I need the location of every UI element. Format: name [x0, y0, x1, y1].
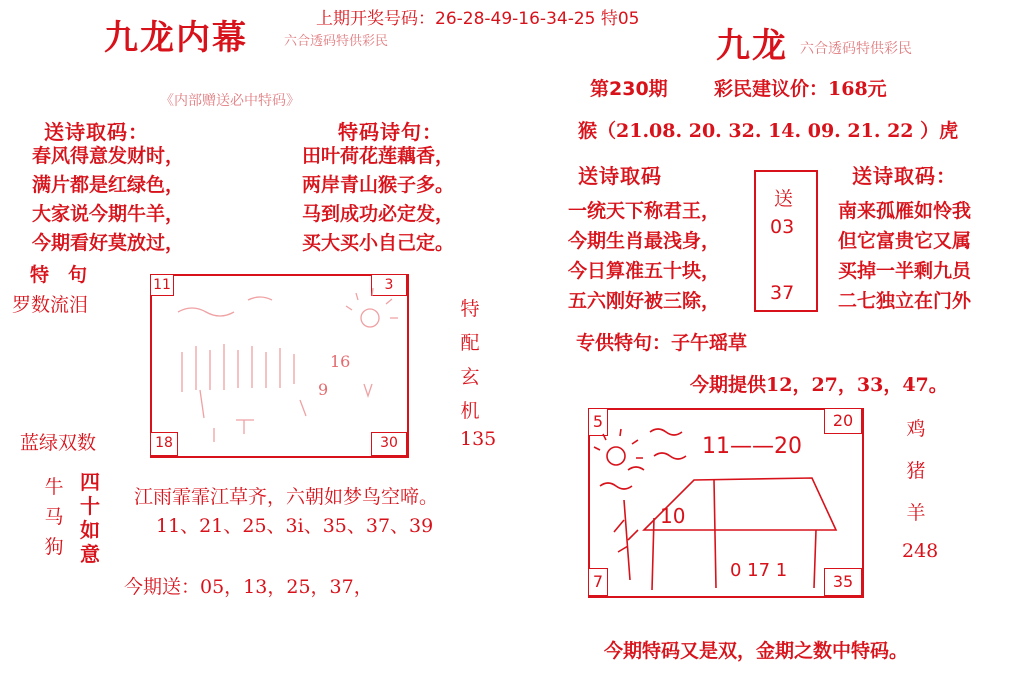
- right-side-animals: [904, 408, 928, 534]
- left-side-number: 135: [460, 428, 497, 450]
- side-char: 配: [460, 332, 480, 354]
- left-sketch-num-a: 16: [330, 352, 351, 371]
- lan-lv-label: 蓝绿双数: [20, 432, 97, 454]
- left-side-vertical: [458, 292, 482, 428]
- right-corner-br: 35: [824, 568, 862, 596]
- poem-line: 二七独立在门外: [838, 290, 972, 312]
- poem-line: 田叶荷花莲藕香，: [302, 145, 455, 167]
- left-banner: 《内部赠送必中特码》: [160, 93, 300, 109]
- right-poem2-heading: 送诗取码：: [852, 164, 957, 188]
- poem-line: 但它富贵它又属: [838, 230, 972, 252]
- left-numbers-line: 11、21、25、3i、35、37、39: [156, 515, 434, 537]
- issue-number: 第230期: [590, 78, 668, 100]
- poem-line: 今期生肖最浅身，: [568, 230, 721, 252]
- right-poem1: [568, 196, 720, 316]
- right-corner-tr: 20: [824, 408, 862, 434]
- left-poem2: [302, 142, 454, 258]
- right-sketch-bottom: 0 17 1: [730, 560, 788, 581]
- provide-numbers: 今期提供12，27，33，47。: [690, 374, 948, 396]
- right-subtitle: 六合透码特供彩民: [800, 41, 912, 57]
- poem-line: 买掉一半剩九员: [838, 260, 972, 282]
- left-corner-br: 30: [371, 432, 407, 456]
- poem-line: 五六刚好被三除，: [568, 290, 721, 312]
- poem-line: 今日算准五十块，: [568, 260, 721, 282]
- side-char: 特: [460, 298, 480, 320]
- poem-line: 春风得意发财时，: [32, 145, 185, 167]
- luo-shu-label: 罗数流泪: [12, 294, 89, 316]
- animal-char: 马: [44, 506, 64, 528]
- poem-line: 一统天下称君王，: [568, 200, 721, 222]
- poem-line: 南来孤雁如怜我: [838, 200, 972, 222]
- animal-char: 羊: [906, 502, 926, 524]
- send-box-label: 送: [774, 188, 794, 210]
- right-poem2: [838, 196, 971, 316]
- left-poem1: [32, 142, 184, 258]
- animal-char: 鸡: [906, 418, 926, 440]
- last-draw-result: 上期开奖号码：26-28-49-16-34-25 特05: [316, 9, 640, 29]
- left-corner-bl: 18: [150, 432, 178, 456]
- suggested-price: 彩民建议价：168元: [714, 78, 887, 100]
- left-corner-tl: 11: [150, 274, 174, 296]
- poem-line: 马到成功必定发，: [302, 203, 455, 225]
- animal-char: 狗: [44, 536, 64, 558]
- idiom-char: 十: [80, 494, 100, 518]
- left-idiom-vertical: [78, 470, 102, 566]
- te-ju-label: 特 句: [30, 264, 88, 286]
- monkey-tiger-line: 猴（21.08. 20. 32. 14. 09. 21. 22 ）虎: [578, 120, 959, 142]
- right-sketch-ten: 10: [660, 504, 686, 528]
- left-title: 九龙内幕: [104, 18, 248, 58]
- left-corner-tr: 3: [371, 274, 407, 296]
- left-subtitle: 六合透码特供彩民: [284, 34, 389, 49]
- left-poem2-heading: 特码诗句：: [338, 120, 443, 144]
- idiom-char: 四: [80, 470, 100, 494]
- animal-char: 牛: [44, 476, 64, 498]
- send-box-num-2: 37: [770, 282, 795, 304]
- right-footer: 今期特码又是双，金期之数中特码。: [604, 640, 909, 662]
- poem-line: 大家说今期牛羊，: [32, 203, 185, 225]
- animal-char: 猪: [906, 460, 926, 482]
- special-phrase: 专供特句：子午瑶草: [576, 332, 748, 354]
- right-corner-bl: 7: [588, 568, 608, 596]
- poem-line: 两岸青山猴子多。: [302, 174, 455, 196]
- left-poem1-heading: 送诗取码：: [44, 120, 149, 144]
- poem-line: 满片都是红绿色，: [32, 174, 185, 196]
- idiom-char: 意: [80, 542, 100, 566]
- right-sketch-range: 11——20: [702, 434, 802, 459]
- left-animals-vertical: [42, 472, 66, 562]
- poem-line: 买大买小自己定。: [302, 232, 455, 254]
- send-box-num-1: 03: [770, 216, 795, 238]
- right-title: 九龙: [716, 26, 788, 66]
- right-corner-tl: 5: [588, 408, 608, 436]
- left-sketch-box: [150, 274, 409, 458]
- left-sketch-num-b: 9: [318, 380, 329, 399]
- side-char: 玄: [460, 366, 480, 388]
- right-side-number: 248: [902, 540, 939, 562]
- left-verse: 江雨霏霏江草齐，六朝如梦鸟空啼。: [134, 486, 439, 508]
- poem-line: 今期看好莫放过，: [32, 232, 185, 254]
- right-poem1-heading: 送诗取码: [578, 164, 662, 188]
- idiom-char: 如: [80, 518, 100, 542]
- left-today-send: 今期送：05，13，25，37，: [124, 576, 373, 598]
- side-char: 机: [460, 400, 480, 422]
